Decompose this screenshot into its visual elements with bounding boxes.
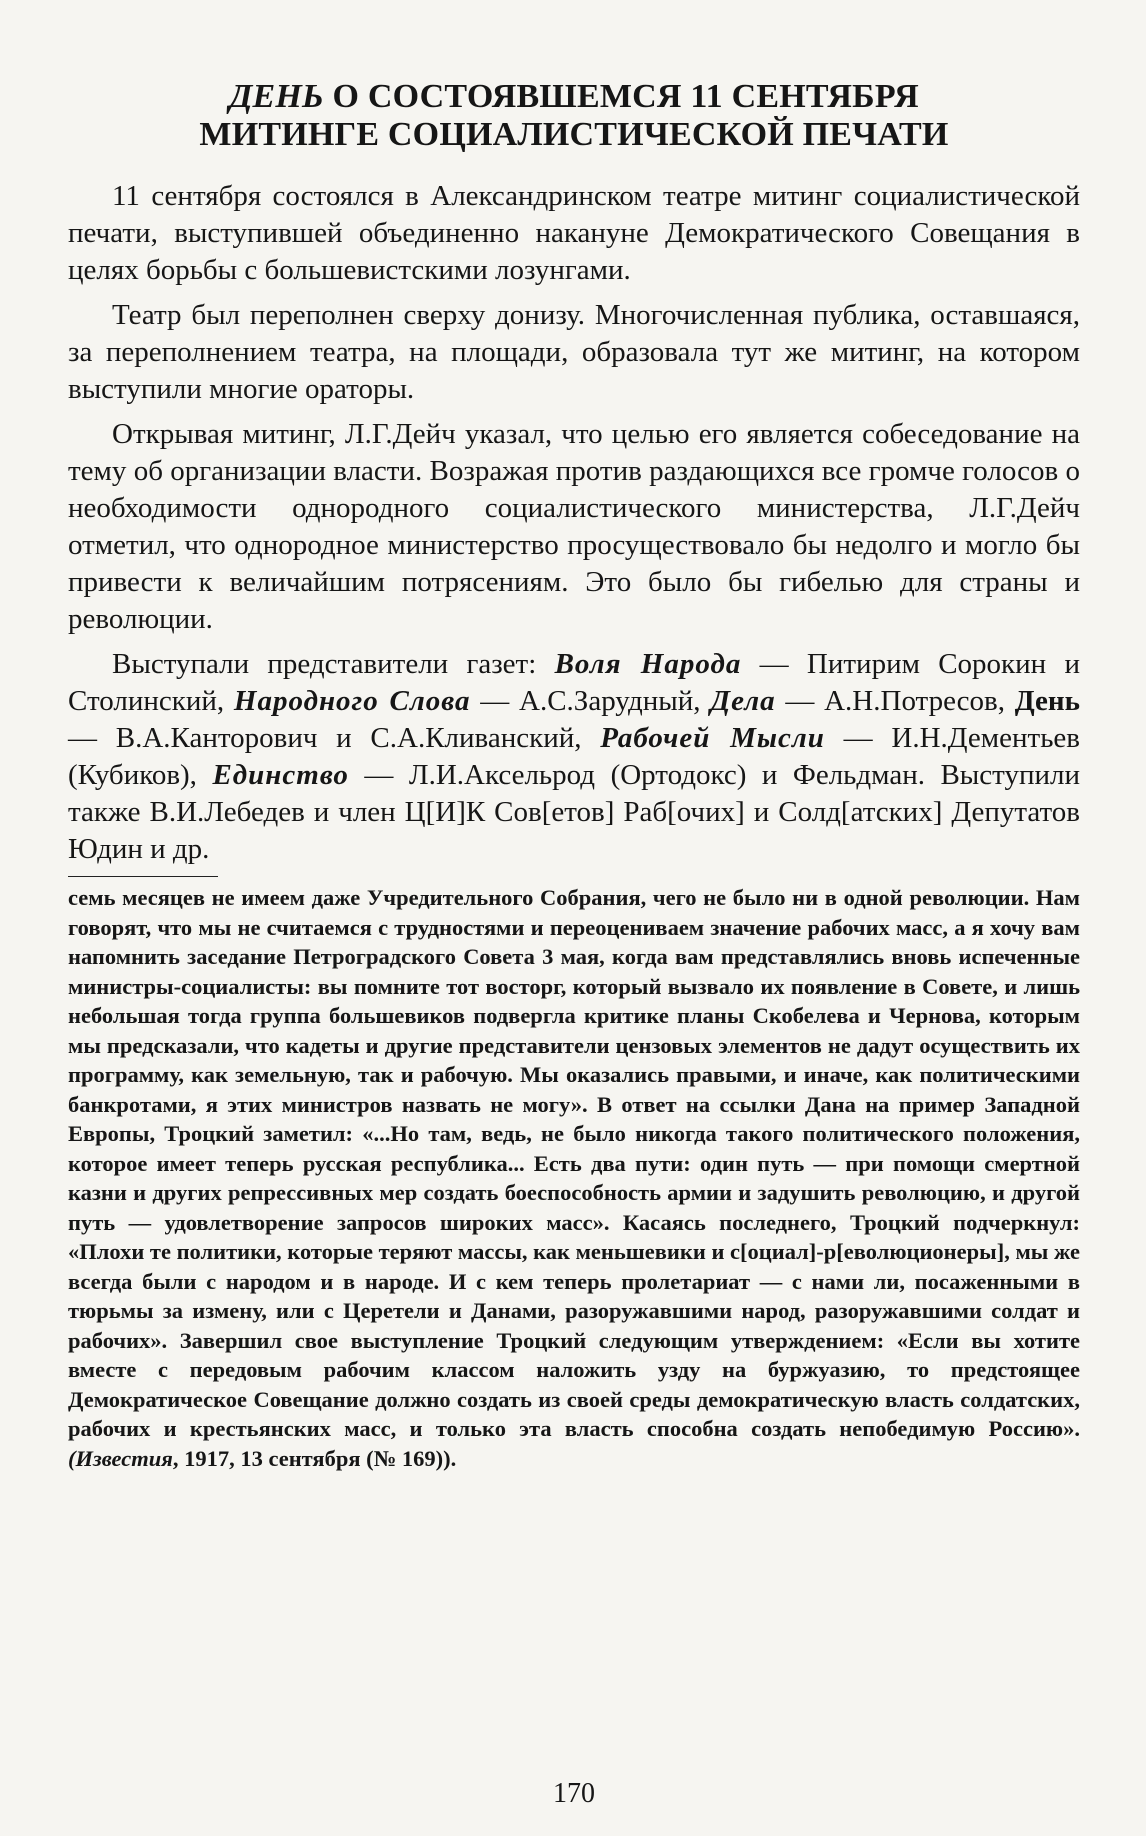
document-page: [68, 78, 1080, 1818]
speakers-seg-2: — А.С.Зарудный,: [470, 685, 711, 717]
footnote: [68, 883, 1080, 1473]
paragraph-1: 11 сентября состоялся в Александринском театре митинг социалистической печати, выступившей объединенно накануне Демократического Совещания в целях борьбы с большевистскими лозунгами.: [68, 180, 1080, 286]
speakers-seg-5: — И.Н.Дементьев (Кубиков),: [68, 722, 1080, 791]
speakers-seg-1: — Питирим Сорокин и Столинский,: [68, 648, 1080, 717]
speakers-seg-6: — Л.И.Аксельрод (Ортодокс) и Фельдман. Выступили также В.И.Лебедев и член Ц[И]К Сов[етов] Раб[очих] и Солд[атских] Депутатов Юдин и др.: [68, 759, 1080, 865]
speakers-seg-3: — А.Н.Потресов,: [775, 685, 1015, 717]
paragraph-2: Театр был переполнен сверху донизу. Многочисленная публика, оставшаяся, за переполнением театра, на площади, образовала тут же митинг, на котором выступили многие ораторы.: [68, 299, 1080, 405]
paragraph-speakers: [68, 646, 1080, 868]
newspaper-rabochey-mysli: Рабочей Мысли: [600, 722, 825, 754]
paragraph-3: Открывая митинг, Л.Г.Дейч указал, что целью его является собеседование на тему об организации власти. Возражая против раздающихся все громче голосов о необходимости однородного социалистического министерства, Л.Г.Дейч отметил, что однородное министерство просуществовало бы недолго и могло бы привести к величайшим потрясениям. Это было бы гибелью для страны и революции.: [68, 418, 1080, 635]
newspaper-dela: Дела: [710, 685, 776, 717]
footnote-divider: [68, 876, 218, 877]
speakers-seg-4: — В.А.Канторович и С.А.Кливанский,: [68, 722, 601, 754]
title-newspaper-name: ДЕНЬ: [229, 78, 324, 115]
footnote-source: (Известия: [68, 1445, 173, 1471]
newspaper-volya-naroda: Воля Народа: [554, 648, 742, 680]
article-body: [68, 178, 1080, 868]
newspaper-narodnogo-slova: Народного Слова: [233, 685, 471, 717]
page-number: 170: [553, 1778, 595, 1809]
speakers-intro: Выступали представители газет:: [112, 648, 555, 680]
newspaper-edinstvo: Единство: [212, 759, 349, 791]
title-line-1: О СОСТОЯВШЕМСЯ 11 СЕНТЯБРЯ: [323, 78, 919, 115]
title-line-2: МИТИНГЕ СОЦИАЛИСТИЧЕСКОЙ ПЕЧАТИ: [199, 116, 949, 153]
footnote-source-tail: , 1917, 13 сентября (№ 169)).: [172, 1445, 457, 1471]
article-title: [68, 78, 1080, 154]
newspaper-den: День: [1014, 685, 1080, 717]
footnote-text: семь месяцев не имеем даже Учредительного Собрания, чего не было ни в одной революции. Нам говорят, что мы не считаемся с трудностями и переоцениваем значение рабочих масс, а я хочу вам напомнить заседание Петроградского Совета 3 мая, когда вам представлялись вновь испеченные министры-социалисты: вы помните тот восторг, который вызвало их появление в Совете, и лишь небольшая тогда группа большевиков подвергла критике планы Скобелева и Чернова, которым мы предсказали, что кадеты и другие представители цензовых элементов не дадут осуществить их программу, как земельную, так и рабочую. Мы оказались правыми, и иначе, как политическими банкротами, я этих министров назвать не могу». В ответ на ссылки Дана на пример Западной Европы, Троцкий заметил: «...Но там, ведь, не было никогда такого политического положения, которое имеет теперь русская республика... Есть два пути: один путь — при помощи смертной казни и других репрессивных мер создать боеспособность армии и задушить революцию, и другой путь — удовлетворение запросов широких масс». Касаясь последнего, Троцкий подчеркнул: «Плохи те политики, которые теряют массы, как меньшевики и с[оциал]-р[еволюционеры], мы же всегда были с народом и в народе. И с кем теперь пролетариат — с нами ли, посаженными в тюрьмы за измену, или с Церетели и Данами, разоружавшими народ, разоружавшими солдат и рабочих». Завершил свое выступление Троцкий следующим утверждением: «Если вы хотите вместе с передовым рабочим классом наложить узду на буржуазию, то предстоящее Демократическое Совещание должно создать из своей среды демократическую власть солдатских, рабочих и крестьянских масс, и только эта власть способна создать непобедимую Россию».: [68, 885, 1080, 1441]
